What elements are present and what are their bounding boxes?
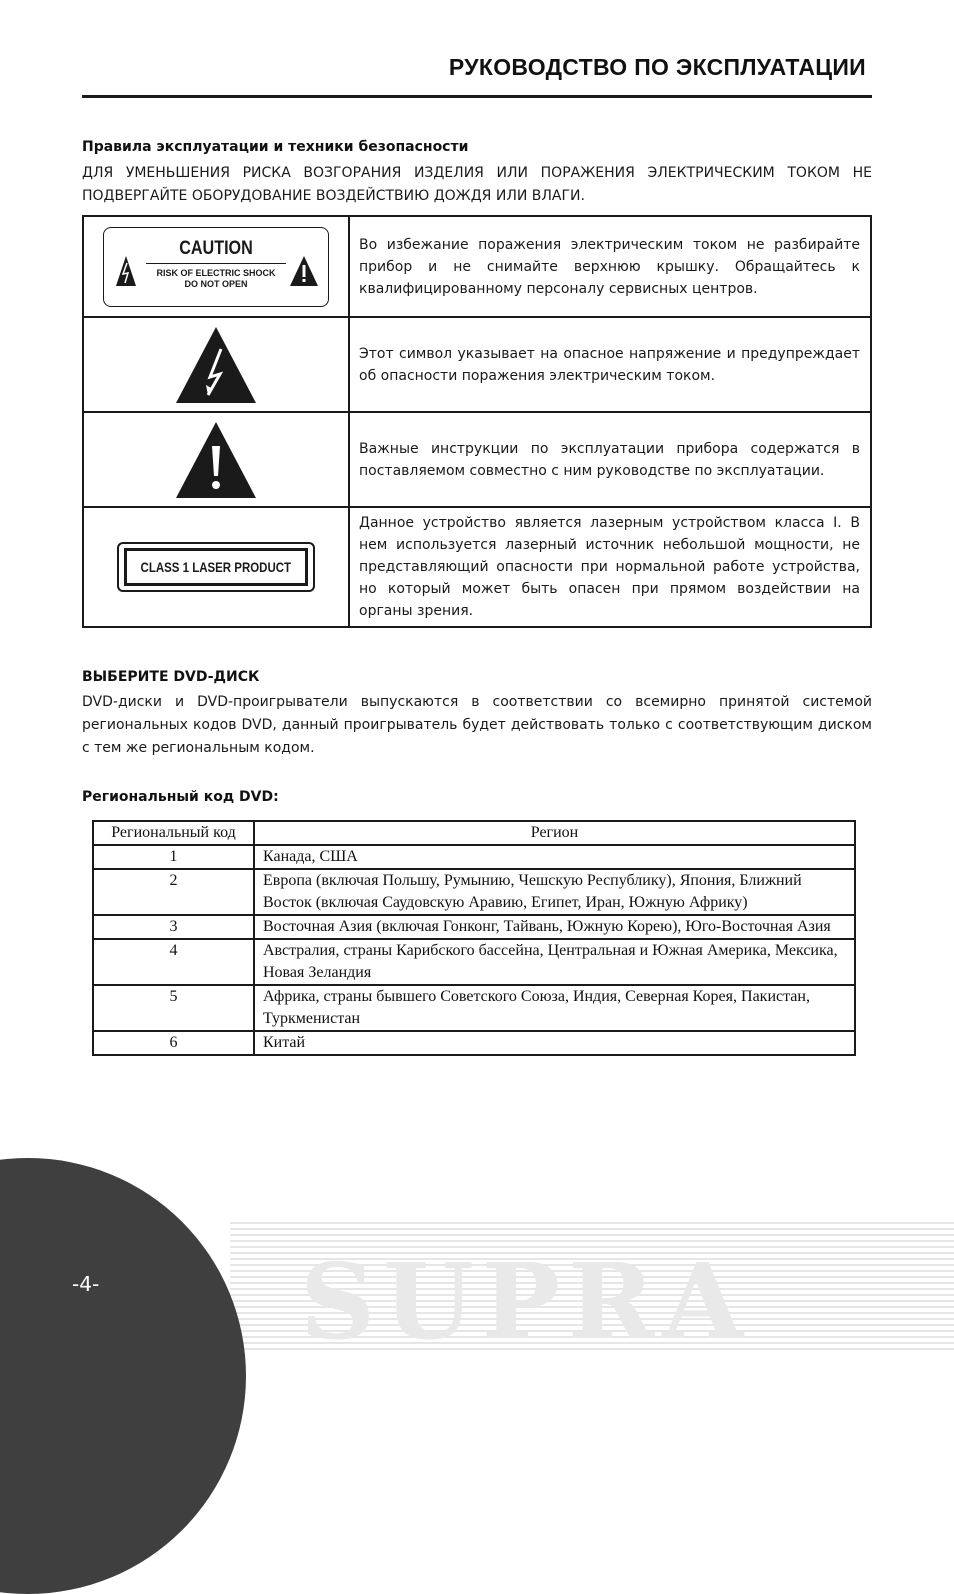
laser-label-text: CLASS 1 LASER PRODUCT (140, 559, 292, 575)
safety-row (84, 413, 870, 508)
region-name: Европа (включая Польшу, Румынию, Чешскую Республику), Япония, Ближний Восток (включая Саудовскую Аравию, Египет, Иран, Южную Африку) (254, 869, 855, 915)
region-code: 4 (93, 939, 254, 985)
laser-label (117, 542, 315, 592)
safety-icon-cell (84, 318, 350, 411)
caution-label (103, 227, 329, 307)
dvd-text: DVD-диски и DVD-проигрыватели выпускаются в соответствии со всемирно принятой системой региональных кодов DVD, данный проигрыватель будет действовать только с соответствующим диском с тем же региональным кодом. (82, 694, 872, 756)
column-header-region: Регион (254, 821, 855, 845)
page-title: РУКОВОДСТВО ПО ЭКСПЛУАТАЦИИ (448, 54, 866, 80)
safety-icon-cell (84, 217, 350, 316)
region-code: 5 (93, 985, 254, 1031)
safety-row (84, 508, 870, 626)
caution-title: CAUTION (179, 237, 253, 259)
region-code: 6 (93, 1031, 254, 1055)
region-name: Канада, США (254, 845, 855, 869)
region-code: 2 (93, 869, 254, 915)
safety-icon-cell (84, 508, 350, 626)
safety-heading: Правила эксплуатации и техники безопасности (82, 139, 469, 155)
safety-row-text: Этот символ указывает на опасное напряжение и предупреждает об опасности поражения электрическим током. (359, 345, 860, 384)
safety-text-cell (350, 508, 870, 626)
region-code: 1 (93, 845, 254, 869)
safety-row (84, 318, 870, 413)
safety-row-text: Важные инструкции по эксплуатации прибора содержатся в поставляемом совместно с ним руководстве по эксплуатации. (359, 440, 860, 479)
table-row (93, 985, 855, 1031)
region-name: Африка, страны бывшего Советского Союза, Индия, Северная Корея, Пакистан, Туркменистан (254, 985, 855, 1031)
header-rule (82, 95, 872, 98)
table-row (93, 869, 855, 915)
exclamation-warning-icon (176, 422, 256, 498)
safety-row-text: Данное устройство является лазерным устройством класса I. В нем используется лазерный источник небольшой мощности, не представляющий опасности при нормальной работе устройства, но который может быть опасен при прямом воздействии на органы зрения. (359, 515, 860, 619)
safety-text-cell (350, 217, 870, 316)
region-name: Китай (254, 1031, 855, 1055)
exclamation-small-icon (290, 256, 318, 286)
region-heading: Региональный код DVD: (82, 789, 279, 805)
table-row (93, 939, 855, 985)
caution-line-1: RISK OF ELECTRIC SHOCK (156, 267, 276, 278)
table-row (93, 1031, 855, 1055)
safety-row (84, 217, 870, 318)
footer-corner-shape (0, 1158, 246, 1594)
region-table-header (93, 821, 855, 845)
safety-text-cell (350, 413, 870, 506)
safety-icon-cell (84, 413, 350, 506)
caution-divider (146, 263, 286, 265)
safety-text-cell (350, 318, 870, 411)
page-number: -4- (72, 1272, 100, 1296)
region-name: Австралия, страны Карибского бассейна, Центральная и Южная Америка, Мексика, Новая Зеландия (254, 939, 855, 985)
laser-label-inner (124, 548, 308, 586)
safety-table (82, 215, 872, 628)
region-code: 3 (93, 915, 254, 939)
dvd-heading: ВЫБЕРИТЕ DVD-ДИСК (82, 669, 260, 685)
safety-row-text: Во избежание поражения электрическим током не разбирайте прибор и не снимайте верхнюю крышку. Обращайтесь к квалифицированному персоналу сервисных центров. (359, 236, 860, 297)
brand-logo: SUPRA (300, 1240, 752, 1363)
lightning-warning-icon (176, 327, 256, 403)
column-header-code: Региональный код (93, 821, 254, 845)
region-table (92, 820, 856, 1056)
caution-line-2: DO NOT OPEN (184, 278, 248, 289)
table-row (93, 915, 855, 939)
safety-warning-text: ДЛЯ УМЕНЬШЕНИЯ РИСКА ВОЗГОРАНИЯ ИЗДЕЛИЯ ИЛИ ПОРАЖЕНИЯ ЭЛЕКТРИЧЕСКИМ ТОКОМ НЕ ПОДВЕРГАЙТЕ ОБОРУДОВАНИЕ ВОЗДЕЙСТВИЮ ДОЖДЯ ИЛИ ВЛАГИ. (82, 165, 872, 204)
table-row (93, 845, 855, 869)
region-name: Восточная Азия (включая Гонконг, Тайвань, Южную Корею), Юго-Восточная Азия (254, 915, 855, 939)
